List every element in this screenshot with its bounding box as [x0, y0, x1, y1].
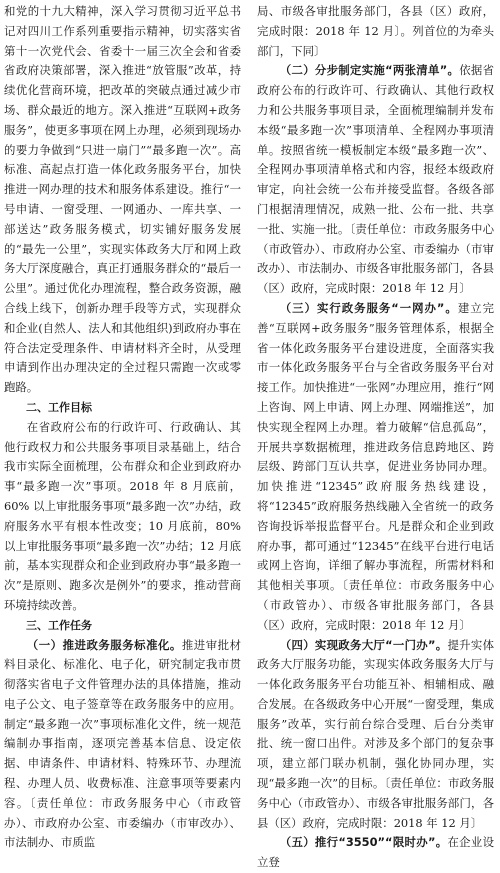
task-2-paragraph	[257, 61, 494, 299]
task-5-body: 在企业设立登	[257, 835, 494, 870]
task-1-title: （一）推进政务服务标准化。	[26, 637, 182, 652]
task-4-title: （四）实现政务大厅“一门办”。	[279, 637, 448, 652]
task-1-paragraph	[4, 636, 241, 854]
task-5-paragraph	[257, 833, 494, 873]
goals-paragraph: 在省政府公布的行政许可、行政确认、其他行政权力和公共服务事项目录基础上，结合我市实际全面梳理，公布群众和企业到政府办事“最多跑一次”事项。2018 年 8 月底前，60% 以上审批服务事项“最多跑一次”办结，政府服务水平有根本性改变；10 月底前，80% 以上审批服务事项“最多跑一次”办结；12 月底前，基本实现群众和企业到政府办事“最多跑一次”是原则、跑多次是例外”的要求，推动营商环境持续改善。	[4, 419, 241, 612]
section-heading-tasks: 三、工作任务	[26, 618, 92, 632]
task-3-title: （三）实行政务服务“一网办”。	[279, 300, 458, 315]
task-4-paragraph	[257, 636, 494, 834]
task-2-title: （二）分步制定实施“两张清单”。	[279, 63, 460, 78]
task-1-body: 推进审批材料目录化、标准化、电子化，研究制定我市贯彻落实省电子文件管理办法的具体措施，推动电子公文、电子签章等在政务服务中的应用。制定“最多跑一次”事项标准化文件，统一规范编制办事指南，逐项完善基本信息、设定依据、申请条件、申请材料、特殊环节、办理流程、办理人员、收费标准、注意事项等要素内容。〔责任单位：市政务服务中心（市政管办）、市政府办公室、市委编办（市审改办）、市法制办、市质监	[4, 637, 241, 850]
task-2-body: 依据省政府公布的行政许可、行政确认、其他行政权力和公共服务事项目录，全面梳理编制并发布本级“最多跑一次”事项清单、全程网办事项清单。按照省统一模板制定本级“最多跑一次”、全程网办事项清单格式和内容，报经本级政府审定，向社会统一公布并接受监督。各级各部门根据清理情况，成熟一批、公布一批、共享一批、实施一批。〔责任单位：市政务服务中心（市政管办）、市政府办公室、市委编办（市审改办）、市法制办、市级各审批服务部门，各县（区）政府，完成时限：2018 年 12 月〕	[257, 63, 494, 296]
task-5-title: （五）推行“3550”“限时办”。	[279, 835, 448, 850]
intro-paragraph: 和党的十九大精神，深入学习贯彻习近平总书记对四川工作系列重要指示精神，切实落实省第十一次党代会、省委十一届三次全会和省委省政府决策部署，深入推进“放管服”改革，持续优化营商环境，把改革的突破点通过减少市场、群众最近的地方。深入推进“互联网+政务服务”，使更多事项在网上办理，必须到现场办的要力争做到“只进一扇门”“最多跑一次”。高标准、高起点打造一体化政务服务平台，加快推进一网办理的技术和服务体系建设。推行“一号申请、一窗受理、一网通办、一库共享、一部送达”政务服务模式，切实铺好服务发展的“最先一公里”，实现实体政务大厅和网上政务大厅深度融合，真正打通服务群众的“最后一公里”。通过优化办理流程，整合政务资源，融合线上线下，创新办理手段等方式，实现群众和企业(自然人、法人和其他组织)到政府办事在符合法定受理条件、申请材料齐全时，从受理申请到作出办理决定的全过程只需跑一次或零跑路。	[4, 4, 241, 395]
task-3-body: 建立完善“互联网+政务服务”服务管理体系，根据全省一体化政务服务平台建设进度，全面落实我市一体化政务服务平台与全省政务服务平台对接工作。加快推进“一张网”办理应用，推行“网上咨询、网上申请、网上办理、网端推送”，加快实现全程网上办理。着力破解“信息孤岛”，开展共享数据梳理，推进政务信息跨地区、跨层级、跨部门互认共享，促进业务协同办理。加快推进“12345”政府服务热线建设，将“12345”政府服务热线融入全省统一的政务咨询投诉举报监督平台。凡是群众和企业到政府办事，都可通过“12345”在线平台进行电话或网上咨询，详细了解办事流程，所需材料和其他相关事项。〔责任单位：市政务服务中心（市政管办）、市级各审批服务部门，各县（区）政府，完成时限：2018 年 12 月〕	[257, 300, 494, 632]
section-heading-goals: 二、工作目标	[26, 400, 92, 414]
task-4-body: 提升实体政务大厅服务功能，实现实体政务服务大厅与一体化政务服务平台功能互补、相辅相成、融合发展。在各级政务中心开展“一窗受理，集成服务”改革，实行前台综合受理、后台分类审批、统一窗口出件。对涉及多个部门的复杂事项，建立部门联办机制，强化协同办理，实现“最多跑一次”的目标。〔责任单位：市政务服务中心（市政管办）、市级各审批服务部门，各县（区）政府，完成时限：2018 年 12 月〕	[257, 637, 494, 830]
left-column	[4, 2, 241, 850]
right-column	[257, 2, 494, 870]
task-3-paragraph	[257, 299, 494, 636]
continued-paragraph: 局、市级各审批服务部门，各县（区）政府，完成时限：2018 年 12 月〕。列首位的为牵头部门，下同〕	[257, 4, 494, 58]
